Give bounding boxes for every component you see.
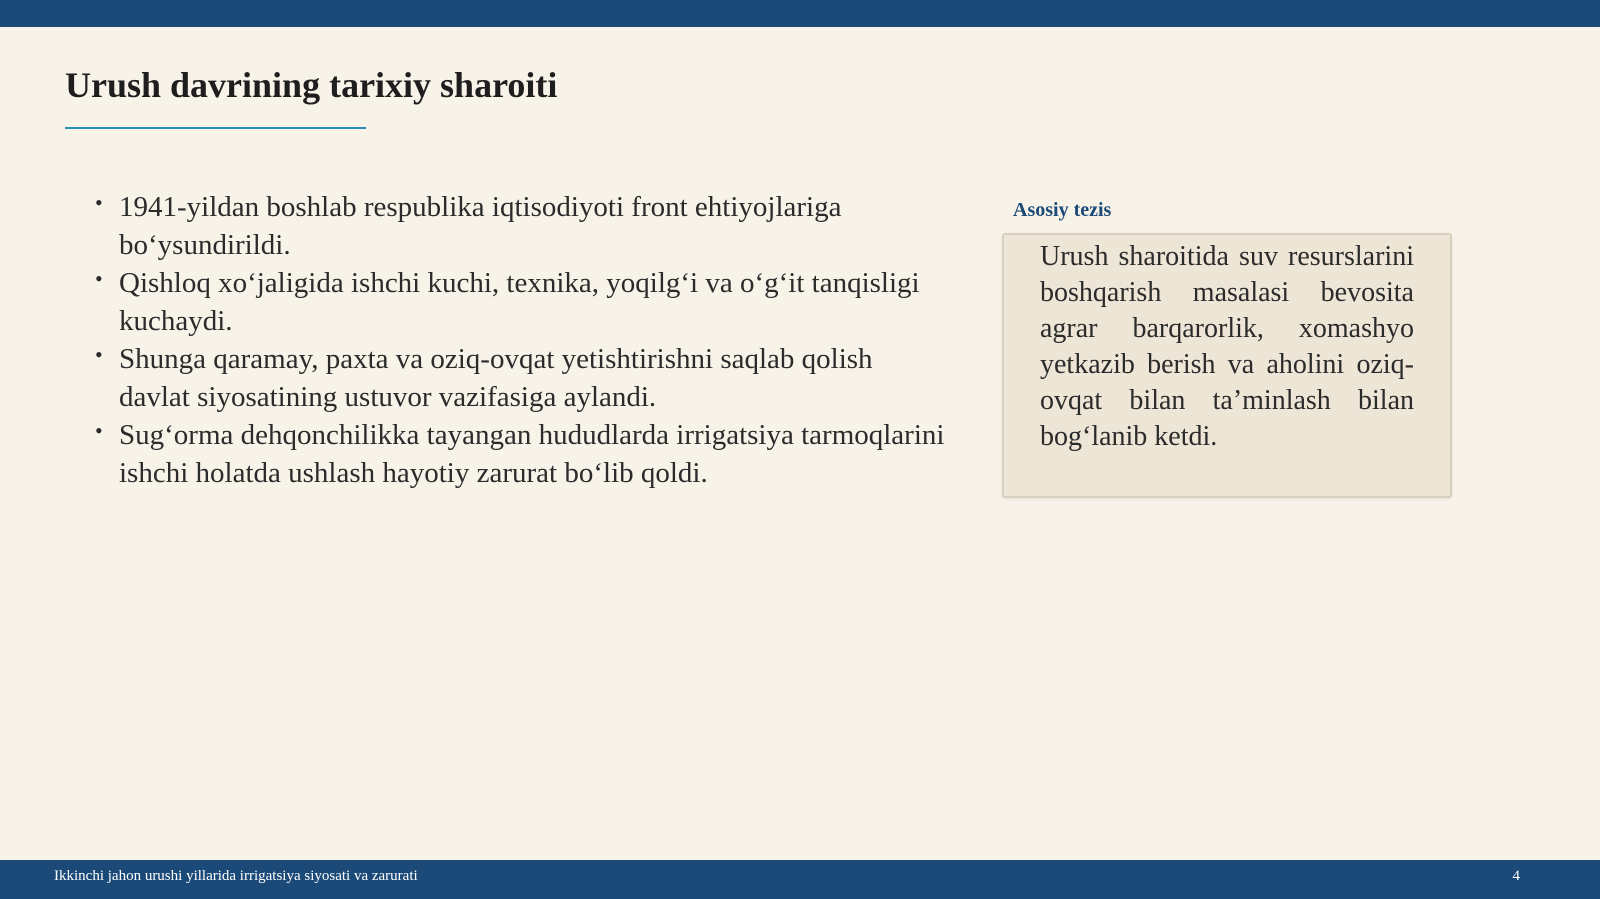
thesis-text: Urush sharoitida suv resurslarini boshqarish masalasi bevosita agrar barqarorlik, xomashyo yetkazib berish va aholini oziq-ovqat bilan ta’minlash bilan bog‘lanib ketdi. <box>1040 241 1414 452</box>
page-number: 4 <box>1512 868 1520 884</box>
slide-title: Urush davrining tarixiy sharoiti <box>65 65 558 105</box>
bullet-dot-icon: • <box>95 418 103 443</box>
bullet-text: 1941-yildan boshlab respublika iqtisodiyoti front ehtiyojlariga bo‘ysundirildi. <box>119 191 842 261</box>
bullet-item <box>95 264 945 340</box>
bullet-item <box>95 340 945 416</box>
footer-title: Ikkinchi jahon urushi yillarida irrigatsiya siyosati va zarurati <box>54 868 418 884</box>
bullet-text: Qishloq xo‘jaligida ishchi kuchi, texnika, yoqilg‘i va o‘g‘it tanqisligi kuchaydi. <box>119 267 920 337</box>
top-bar <box>0 0 1600 27</box>
bullet-dot-icon: • <box>95 190 103 215</box>
bullet-text: Sug‘orma dehqonchilikka tayangan hududlarda irrigatsiya tarmoqlarini ishchi holatda ushlash hayotiy zarurat bo‘lib qoldi. <box>119 419 945 489</box>
thesis-box <box>1002 233 1452 498</box>
bullet-dot-icon: • <box>95 266 103 291</box>
bullet-list <box>95 188 945 492</box>
title-underline <box>65 127 366 129</box>
bullet-dot-icon: • <box>95 342 103 367</box>
bullet-item <box>95 188 945 264</box>
thesis-label: Asosiy tezis <box>1013 199 1112 221</box>
bullet-item <box>95 416 945 492</box>
bullet-text: Shunga qaramay, paxta va oziq-ovqat yetishtirishni saqlab qolish davlat siyosatining ustuvor vazifasiga aylandi. <box>119 343 873 413</box>
